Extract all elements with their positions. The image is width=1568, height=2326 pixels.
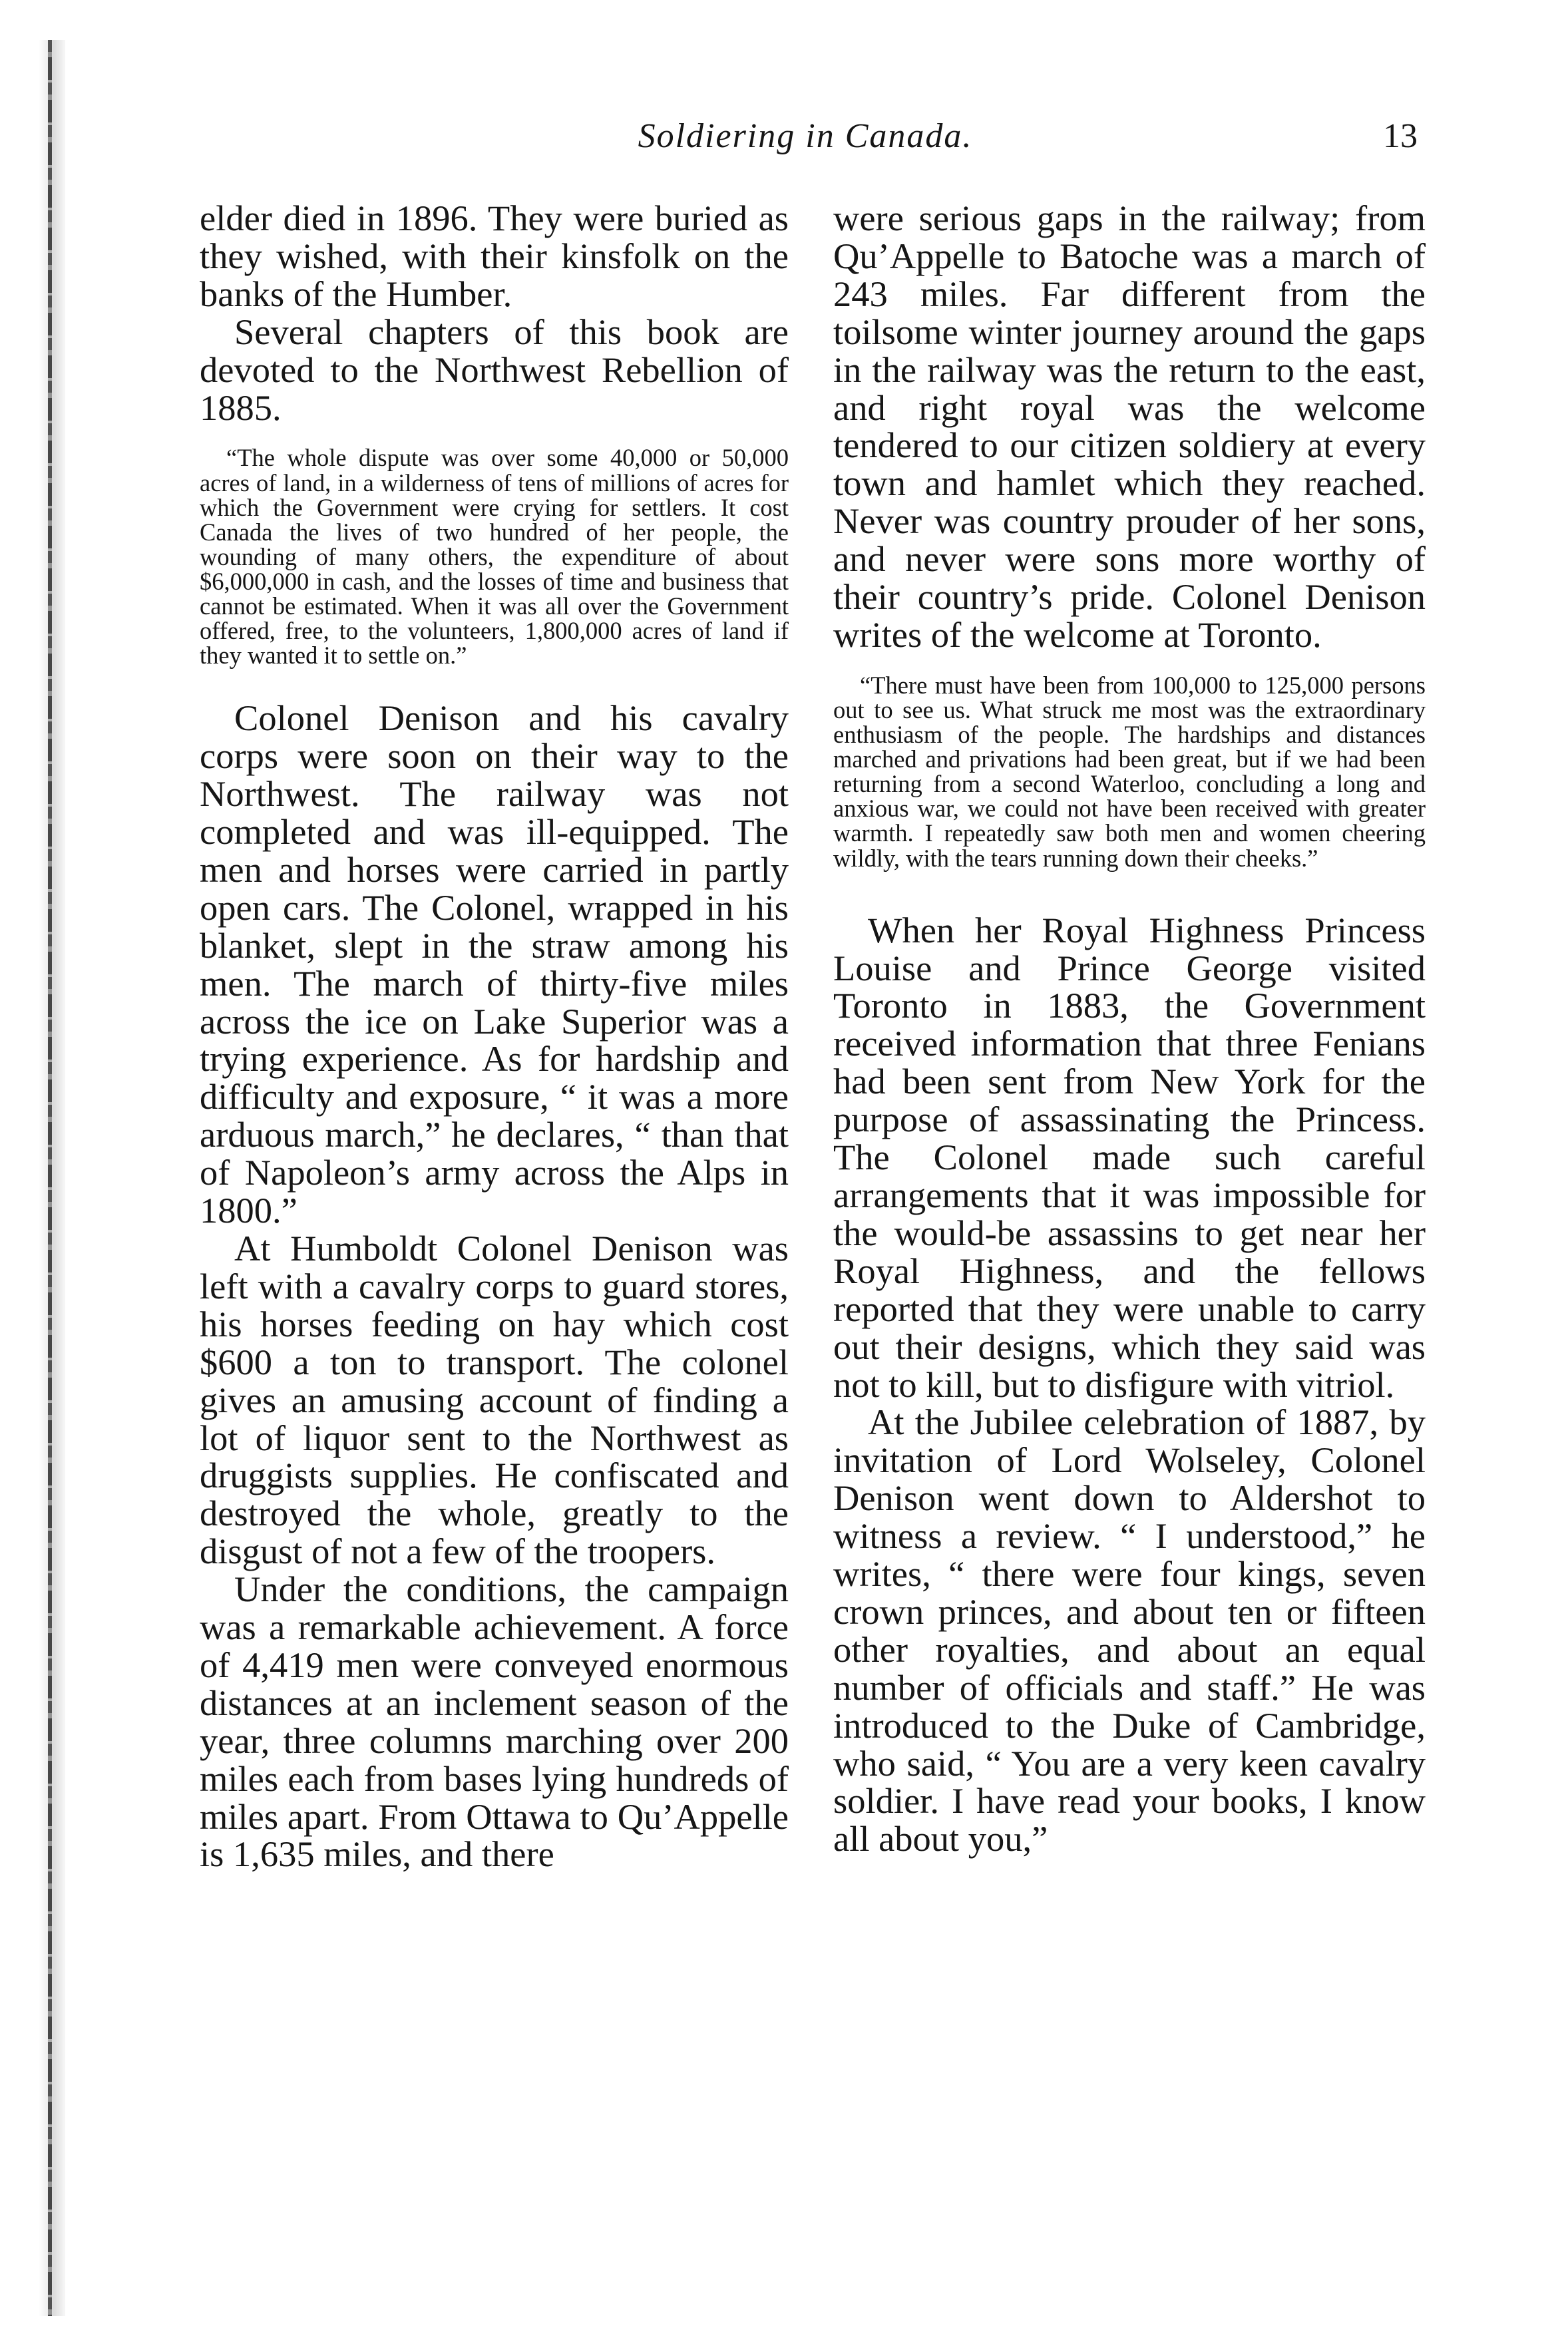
paragraph: Several chapters of this book are devoted to the Northwest Rebellion of 1885. <box>200 311 789 428</box>
block-quote: “There must have been from 100,000 to 125,000 persons out to see us. What struck me most was the extraordinary enthusiasm of the people. The hardships and distances marched and privations had been great, but if we had been returning from a second Waterloo, concluding a long and anxious war, we could not have been received with greater warmth. I repeatedly saw both men and women cheering wildly, with the tears running down their cheeks.” <box>833 671 1426 872</box>
running-title: Soldiering in Canada. <box>638 117 973 155</box>
paragraph: At Humboldt Colonel Denison was left with a cavalry corps to guard stores, his horses feeding on hay which cost $600 a ton to transport. The colonel gives an amusing account of finding a lot of liquor sent to the Northwest as druggists supplies. He confiscated and destroyed the whole, greatly to the disgust of not a few of the troopers. <box>200 1227 789 1572</box>
paragraph: Colonel Denison and his cavalry corps were soon on their way to the Northwest. The railway was not completed and was ill-equipped. The men and horses were carried in partly open cars. The Colonel, wrapped in his blanket, slept in the straw among his men. The march of thirty-five miles across the ice on Lake Superior was a trying experience. As for hardship and difficulty and exposure, “ it was a more arduous march,” he declares, “ than that of Napoleon’s army across the Alps in 1800.” <box>200 697 789 1231</box>
binding-spine <box>48 40 52 2316</box>
paragraph: were serious gaps in the railway; from Qu’Appelle to Batoche was a march of 243 miles. Far different from the toilsome winter journey around the gaps in the railway was the return to the east, and right royal was the welcome tendered to our citizen soldiery at every town and hamlet which they reached. Never was country prouder of her sons, and never were sons more worthy of their country’s pride. Colonel Denison writes of the welcome at Toronto. <box>833 198 1426 655</box>
book-binding-edge <box>39 40 65 2316</box>
paragraph: When her Royal Highness Princess Louise and Prince George visited Toronto in 1883, the Government received information that three Fenians had been sent from New York for the purpose of assassinating the Princess. The Colonel made such careful arrangements that it was impossible for the would-be assassins to get near her Royal Highness, and the fellows reported that they were unable to carry out their designs, which they said was not to kill, but to disfigure with vitriol. <box>833 909 1426 1405</box>
paragraph: elder died in 1896. They were buried as they wished, with their kinsfolk on the banks of the Humber. <box>200 198 789 314</box>
right-column <box>833 200 1426 1858</box>
page-number: 13 <box>1383 117 1418 155</box>
left-column <box>200 200 789 1873</box>
page-header <box>193 116 1418 176</box>
block-quote: “The whole dispute was over some 40,000 or 50,000 acres of land, in a wilderness of tens of millions of acres for which the Government were crying for settlers. It cost Canada the lives of two hundred of her people, the wounding of many others, the expenditure of about $6,000,000 in cash, and the losses of time and business that cannot be estimated. When it was all over the Government offered, free, to the volunteers, 1,800,000 acres of land if they wanted it to settle on.” <box>200 444 789 670</box>
paragraph: At the Jubilee celebration of 1887, by invitation of Lord Wolseley, Colonel Denison went down to Aldershot to witness a review. “ I understood,” he writes, “ there were four kings, seven crown princes, and about ten or fifteen other royalties, and about an equal number of officials and staff.” He was introduced to the Duke of Cambridge, who said, “ You are a very keen cavalry soldier. I have read your books, I know all about you,” <box>833 1402 1426 1859</box>
paragraph: Under the conditions, the campaign was a remarkable achievement. A force of 4,419 men were conveyed enormous distances at an inclement season of the year, three columns marching over 200 miles each from bases lying hundreds of miles apart. From Ottawa to Qu’Appelle is 1,635 miles, and there <box>200 1569 789 1875</box>
